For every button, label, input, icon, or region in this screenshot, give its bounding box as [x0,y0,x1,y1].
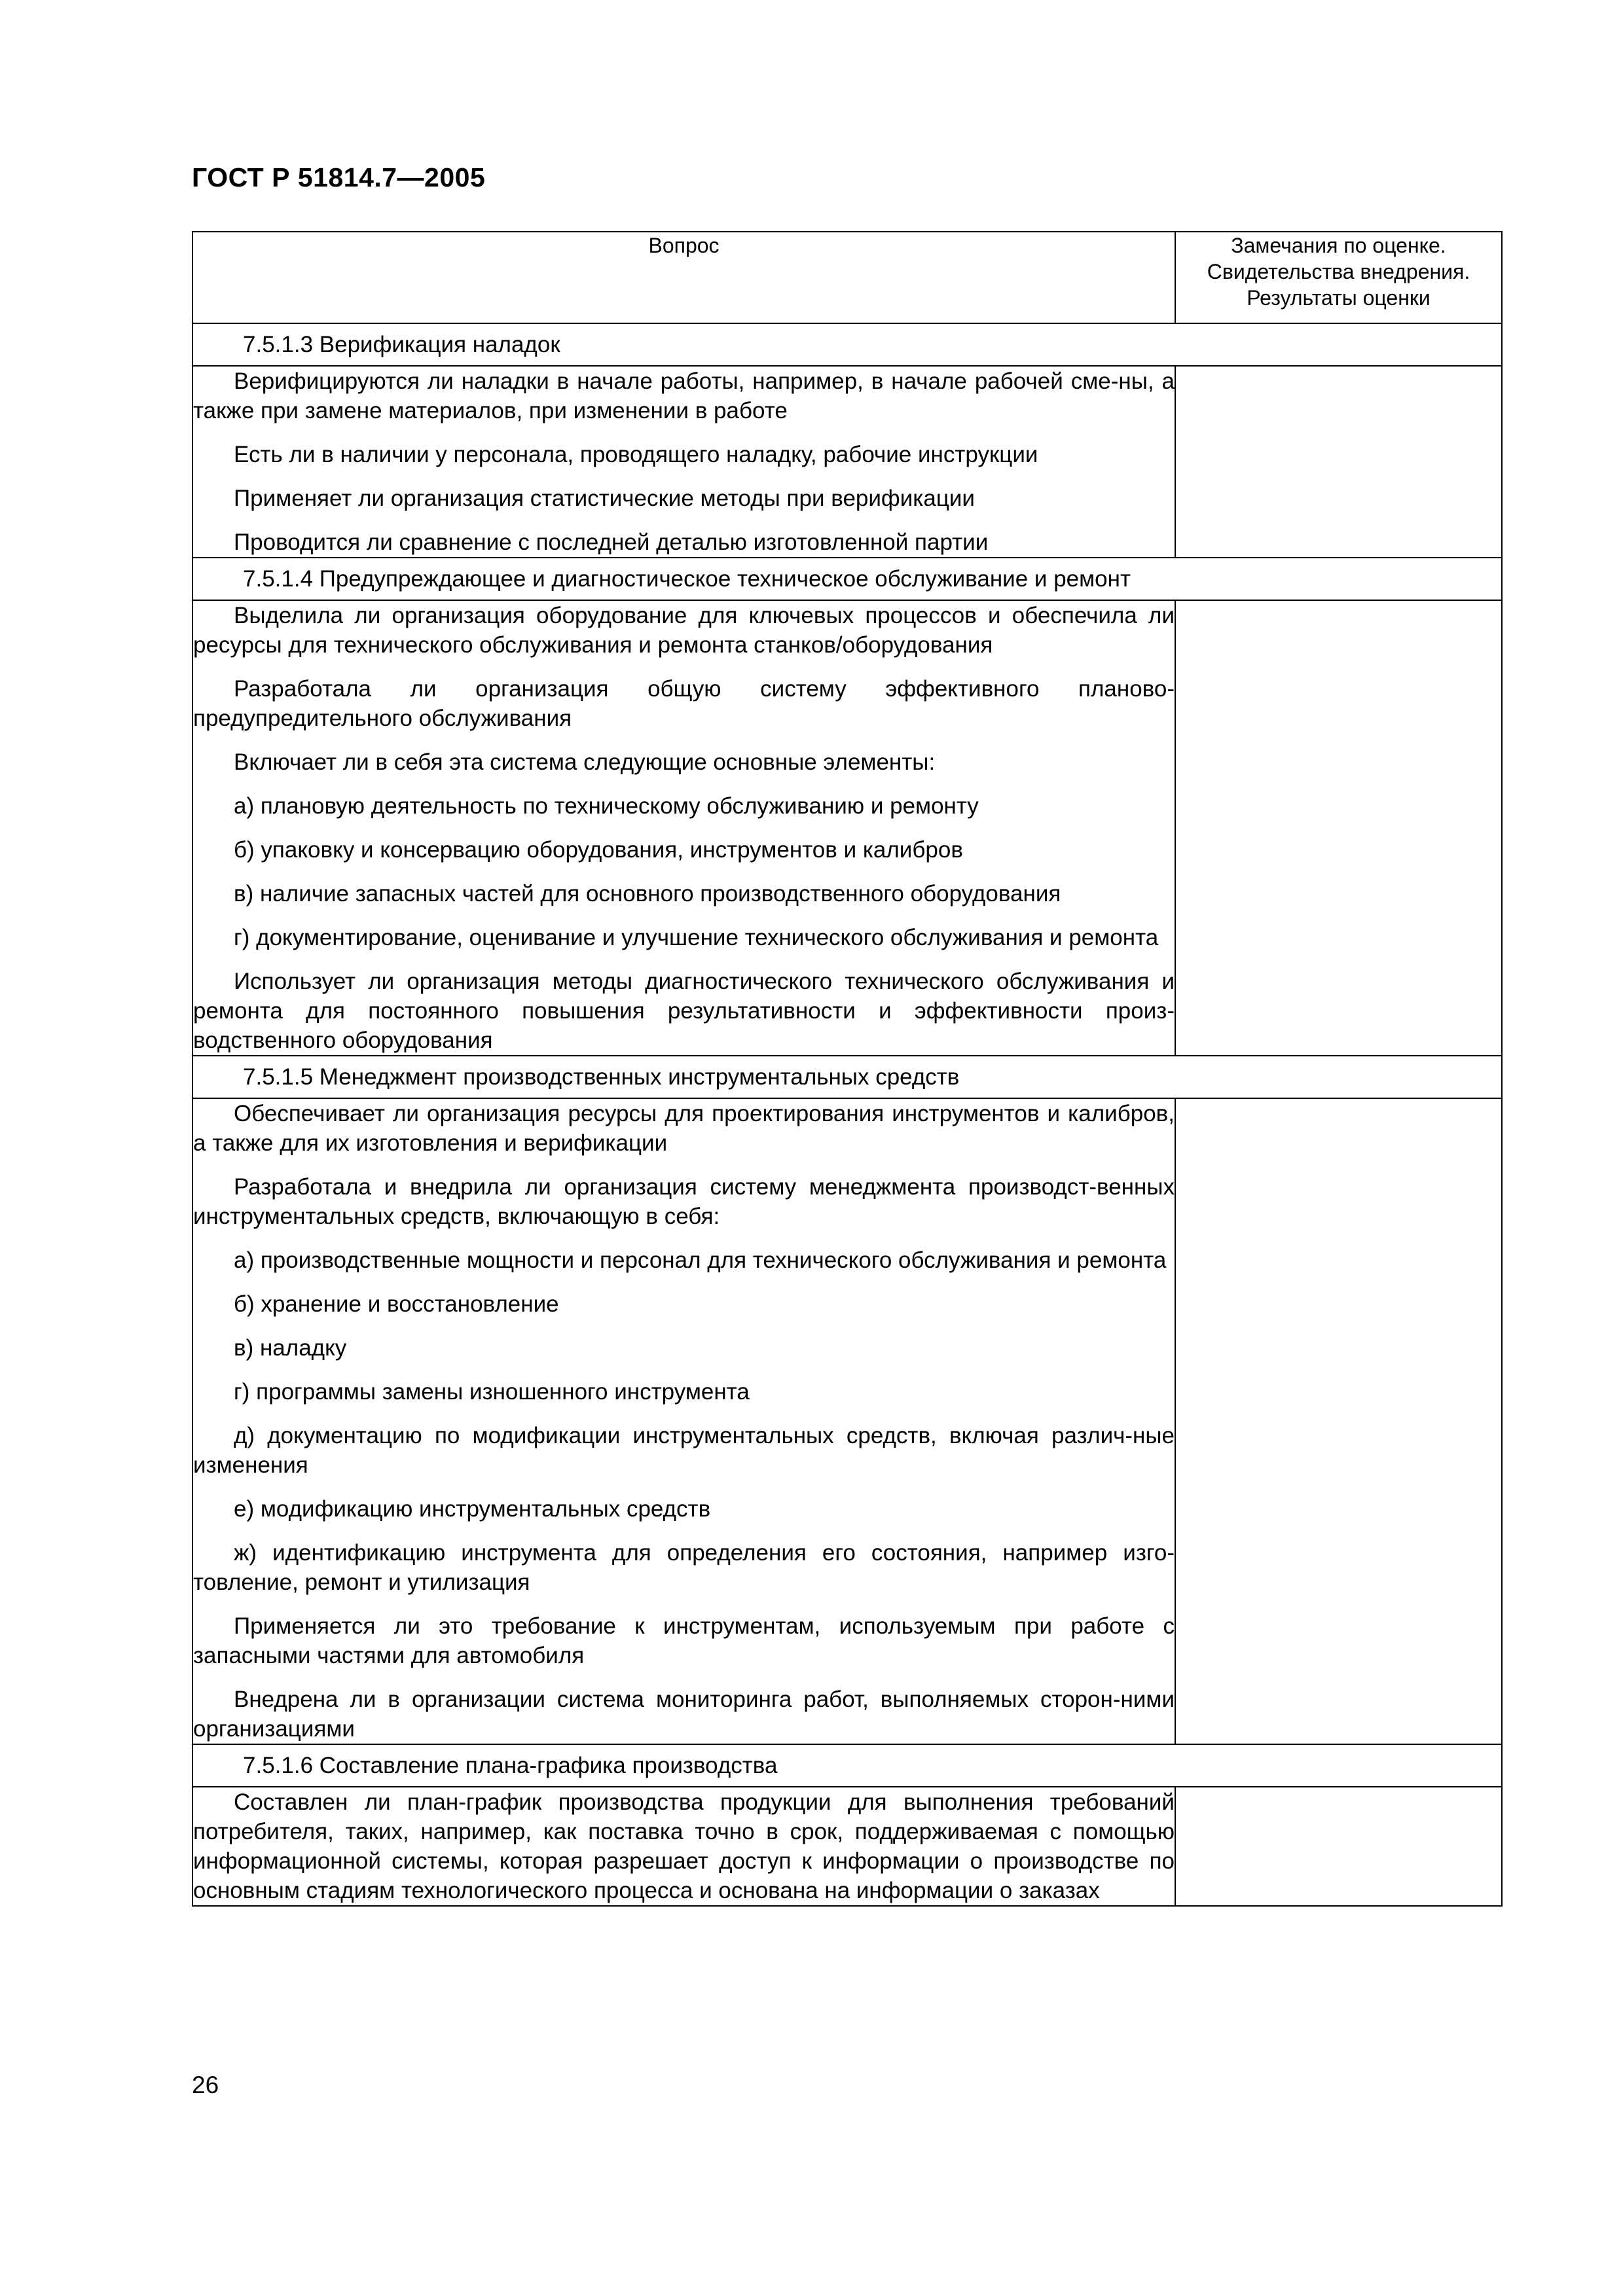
remarks-header-line: Замечания по оценке. [1231,234,1446,257]
list-item: б) упаковку и консервацию оборудования, инструментов и калибров [234,837,963,863]
question-paragraph: Обеспечивает ли организация ресурсы для проектирования инструментов и калибров, а также для их изготовления и верификации [193,1101,1175,1156]
question-paragraph: Включает ли в себя эта система следующие основные элементы: [234,749,936,775]
question-paragraph: Внедрена ли в организации система мониторинга работ, выполняемых сторон-ними организациями [193,1687,1175,1742]
question-paragraph: Есть ли в наличии у персонала, проводящего наладку, рабочие инструкции [234,442,1038,467]
list-item: а) производственные мощности и персонал для технического обслуживания и ремонта [234,1247,1167,1273]
list-item: г) документирование, оценивание и улучшение технического обслуживания и ремонта [234,925,1159,950]
question-paragraph: Проводится ли сравнение с последней деталью изготовленной партии [234,529,989,555]
remarks-cell [1175,1098,1502,1744]
table-header-row [192,232,1502,323]
assessment-checklist-table [192,231,1503,1907]
remarks-cell [1175,600,1502,1056]
question-row [192,600,1502,1056]
section-heading-row [192,323,1502,366]
column-header-question: Вопрос [192,232,1175,323]
question-cell [192,600,1175,1056]
section-title: 7.5.1.6 Составление плана-графика производства [192,1744,1502,1787]
list-item: б) хранение и восстановление [234,1291,559,1317]
page-number: 26 [192,2072,219,2098]
list-item: д) документацию по модификации инструментальных средств, включая различ-ные изменения [193,1423,1175,1478]
section-heading-row [192,1056,1502,1098]
question-row [192,1787,1502,1906]
list-item: в) наладку [234,1335,347,1361]
remarks-cell [1175,1787,1502,1906]
question-row [192,366,1502,558]
question-cell [192,1098,1175,1744]
question-paragraph: Верифицируются ли наладки в начале работы, например, в начале рабочей сме-ны, а также при замене материалов, при изменении в работе [193,368,1175,423]
section-title: 7.5.1.5 Менеджмент производственных инструментальных средств [192,1056,1502,1098]
question-paragraph: Разработала и внедрила ли организация систему менеджмента производст-венных инструментальных средств, включающую в себя: [193,1174,1175,1229]
question-cell [192,366,1175,558]
section-title: 7.5.1.4 Предупреждающее и диагностическое техническое обслуживание и ремонт [192,558,1502,600]
list-item: е) модификацию инструментальных средств [234,1496,711,1522]
question-paragraph: Применяется ли это требование к инструментам, используемым при работе с запасными частями для автомобиля [193,1613,1175,1668]
section-heading-row [192,558,1502,600]
remarks-header-line: Свидетельства внедрения. [1207,260,1470,283]
remarks-header-line: Результаты оценки [1247,286,1431,310]
question-paragraph: Применяет ли организация статистические методы при верификации [234,486,975,511]
question-paragraph: Разработала ли организация общую систему эффективного планово-предупредительного обслуживания [193,676,1175,731]
question-cell [192,1787,1175,1906]
list-item: ж) идентификацию инструмента для определения его состояния, например изго-товление, ремонт и утилизация [193,1540,1175,1595]
column-header-remarks [1175,232,1502,323]
section-heading-row [192,1744,1502,1787]
question-paragraph: Использует ли организация методы диагностического технического обслуживания и ремонта для постоянного повышения результативности и эффективности произ-водственного оборудования [193,969,1175,1053]
list-item: а) плановую деятельность по техническому обслуживанию и ремонту [234,793,979,819]
question-row [192,1098,1502,1744]
question-paragraph: Составлен ли план-график производства продукции для выполнения требований потребителя, таких, например, как поставка точно в срок, поддерживаемая с помощью информационной системы, которая разрешает доступ к информации о производстве по основным стадиям технологического процесса и основана на информации о заказах [193,1789,1175,1903]
document-code-header: ГОСТ Р 51814.7—2005 [192,162,486,192]
question-paragraph: Выделила ли организация оборудование для ключевых процессов и обеспечила ли ресурсы для технического обслуживания и ремонта станков/оборудования [193,603,1175,658]
section-title: 7.5.1.3 Верификация наладок [192,323,1502,366]
list-item: в) наличие запасных частей для основного производственного оборудования [234,881,1061,906]
remarks-cell [1175,366,1502,558]
list-item: г) программы замены изношенного инструмента [234,1379,750,1405]
